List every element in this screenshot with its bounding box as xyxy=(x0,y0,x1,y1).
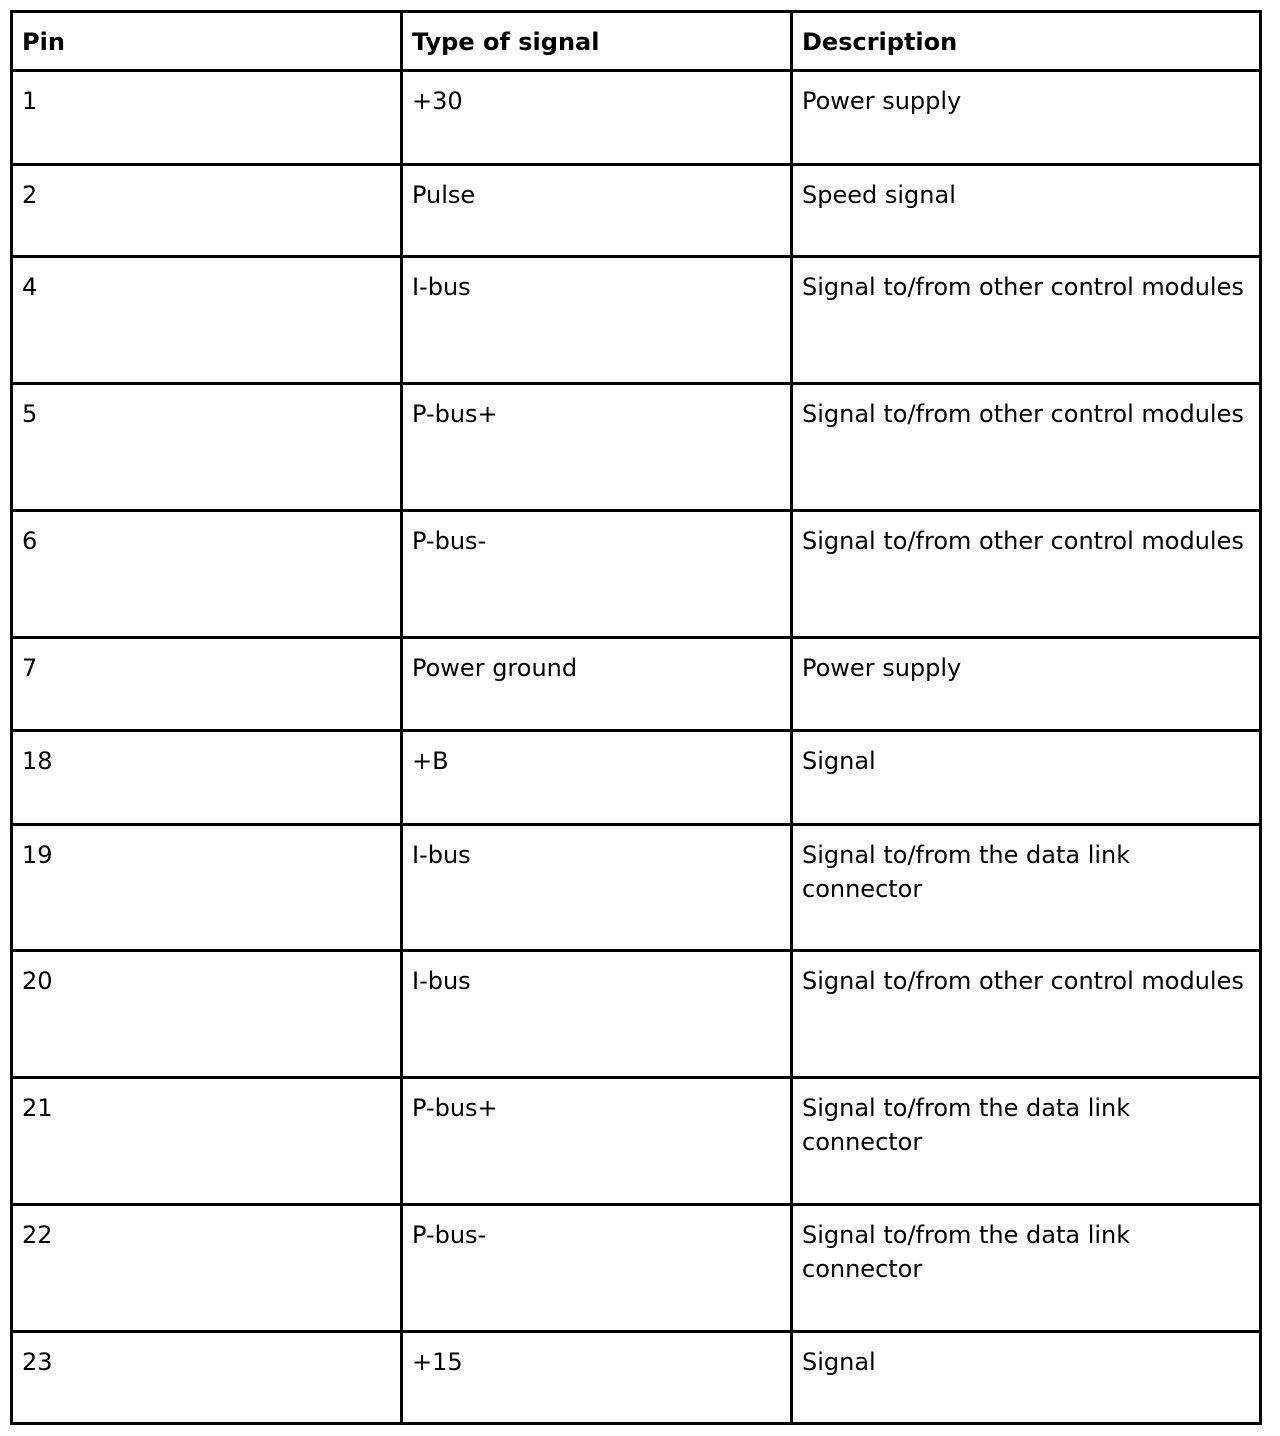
pin-cell: 7 xyxy=(12,638,402,731)
pin-cell: 23 xyxy=(12,1332,402,1424)
header-pin: Pin xyxy=(12,12,402,71)
pin-cell: 4 xyxy=(12,257,402,384)
pin-cell: 22 xyxy=(12,1205,402,1332)
signal-type-cell: I-bus xyxy=(402,951,792,1078)
description-cell: Signal to/from the data link connector xyxy=(792,825,1261,951)
description-cell: Speed signal xyxy=(792,165,1261,257)
table-row xyxy=(12,951,1261,1078)
pin-cell: 2 xyxy=(12,165,402,257)
signal-type-cell: I-bus xyxy=(402,257,792,384)
pin-signal-table xyxy=(10,10,1262,1425)
table-row xyxy=(12,511,1261,638)
signal-type-cell: P-bus- xyxy=(402,511,792,638)
table-header-row xyxy=(12,12,1261,71)
table-row xyxy=(12,1332,1261,1424)
description-cell: Signal to/from other control modules xyxy=(792,257,1261,384)
description-cell: Power supply xyxy=(792,638,1261,731)
signal-type-cell: P-bus- xyxy=(402,1205,792,1332)
description-cell: Signal to/from the data link connector xyxy=(792,1205,1261,1332)
description-cell: Signal to/from other control modules xyxy=(792,384,1261,511)
pin-cell: 20 xyxy=(12,951,402,1078)
table-row xyxy=(12,165,1261,257)
signal-type-cell: +15 xyxy=(402,1332,792,1424)
pin-cell: 19 xyxy=(12,825,402,951)
signal-type-cell: Pulse xyxy=(402,165,792,257)
pin-cell: 18 xyxy=(12,731,402,825)
table-row xyxy=(12,731,1261,825)
table-row xyxy=(12,71,1261,165)
signal-type-cell: +30 xyxy=(402,71,792,165)
table-row xyxy=(12,1205,1261,1332)
table-row xyxy=(12,638,1261,731)
pin-cell: 1 xyxy=(12,71,402,165)
table-row xyxy=(12,825,1261,951)
table-row xyxy=(12,1078,1261,1205)
description-cell: Signal to/from the data link connector xyxy=(792,1078,1261,1205)
pin-cell: 5 xyxy=(12,384,402,511)
description-cell: Signal to/from other control modules xyxy=(792,951,1261,1078)
signal-type-cell: I-bus xyxy=(402,825,792,951)
signal-type-cell: P-bus+ xyxy=(402,1078,792,1205)
header-type-of-signal: Type of signal xyxy=(402,12,792,71)
signal-type-cell: +B xyxy=(402,731,792,825)
table-row xyxy=(12,384,1261,511)
pin-cell: 21 xyxy=(12,1078,402,1205)
signal-type-cell: P-bus+ xyxy=(402,384,792,511)
signal-type-cell: Power ground xyxy=(402,638,792,731)
description-cell: Signal xyxy=(792,1332,1261,1424)
pin-cell: 6 xyxy=(12,511,402,638)
description-cell: Signal xyxy=(792,731,1261,825)
description-cell: Power supply xyxy=(792,71,1261,165)
description-cell: Signal to/from other control modules xyxy=(792,511,1261,638)
header-description: Description xyxy=(792,12,1261,71)
table-row xyxy=(12,257,1261,384)
